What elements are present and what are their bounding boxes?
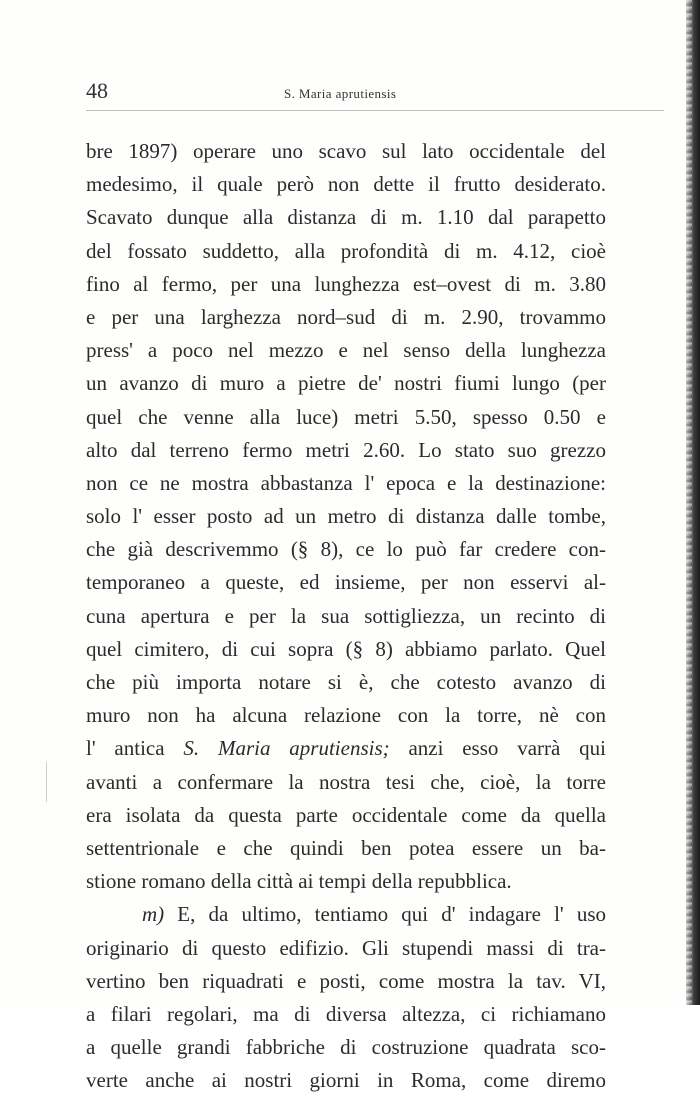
- page-header: [86, 78, 676, 104]
- text-line: a quelle grandi fabbriche di costruzione quadrata sco-: [86, 1035, 606, 1060]
- text-line: medesimo, il quale però non dette il frutto desiderato.: [86, 172, 606, 197]
- text-line: alto dal terreno fermo metri 2.60. Lo stato suo grezzo: [86, 437, 606, 462]
- text-line: temporaneo a queste, ed insieme, per non esservi al-: [86, 570, 606, 595]
- text-line: verte anche ai nostri giorni in Roma, come diremo: [86, 1068, 606, 1093]
- header-rule: [86, 110, 664, 111]
- text-line: un avanzo di muro a pietre de' nostri fiumi lungo (per: [86, 371, 606, 396]
- paragraph-end-line: stione romano della città ai tempi della repubblica.: [86, 869, 512, 894]
- page-number: 48: [86, 78, 108, 103]
- body-text: [86, 135, 606, 1097]
- running-title: S. Maria aprutiensis: [284, 86, 397, 101]
- margin-mark: [46, 762, 47, 802]
- paragraph-label: m): [142, 902, 165, 927]
- text-fragment: E, da ultimo, tentiamo qui d' indagare l' uso: [164, 902, 606, 927]
- text-line: muro non ha alcuna relazione con la torre, nè con: [86, 703, 606, 728]
- text-line: settentrionale e che quindi ben potea essere un ba-: [86, 835, 606, 860]
- text-line: del fossato suddetto, alla profondità di m. 4.12, cioè: [86, 238, 606, 263]
- text-line: quel che venne alla luce) metri 5.50, spesso 0.50 e: [86, 404, 606, 429]
- text-line-italic-title: [86, 732, 606, 765]
- text-line: che già descrivemmo (§ 8), ce lo può far credere con-: [86, 537, 606, 562]
- text-line: solo l' esser posto ad un metro di distanza dalle tombe,: [86, 504, 606, 529]
- scan-edge: [686, 0, 700, 1005]
- text-line: non ce ne mostra abbastanza l' epoca e la destinazione:: [86, 470, 606, 495]
- text-line: Scavato dunque alla distanza di m. 1.10 dal parapetto: [86, 205, 606, 230]
- text-fragment: anzi esso varrà qui: [389, 736, 607, 761]
- text-line: vertino ben riquadrati e posti, come mostra la tav. VI,: [86, 968, 606, 993]
- text-line: avanti a confermare la nostra tesi che, cioè, la torre: [86, 769, 606, 794]
- text-line: a filari regolari, ma di diversa altezza, ci richiamano: [86, 1001, 606, 1026]
- text-line: fino al fermo, per una lunghezza est–ovest di m. 3.80: [86, 271, 606, 296]
- text-line: che più importa notare si è, che cotesto avanzo di: [86, 670, 606, 694]
- text-line: quel cimitero, di cui sopra (§ 8) abbiamo parlato. Quel: [86, 636, 606, 661]
- text-line: press' a poco nel mezzo e nel senso della lunghezza: [86, 338, 606, 363]
- paragraph-start-line: [86, 898, 606, 931]
- text-line: e per una larghezza nord–sud di m. 2.90, trovammo: [86, 304, 606, 329]
- text-line: era isolata da questa parte occidentale come da quella: [86, 802, 606, 827]
- text-line: bre 1897) operare uno scavo sul lato occidentale del: [86, 139, 606, 163]
- text-line: originario di questo edifizio. Gli stupendi massi di tra-: [86, 935, 606, 960]
- text-fragment: l' antica: [86, 736, 184, 761]
- italic-title: S. Maria aprutiensis;: [183, 736, 390, 761]
- text-line: cuna apertura e per la sua sottigliezza, un recinto di: [86, 603, 606, 628]
